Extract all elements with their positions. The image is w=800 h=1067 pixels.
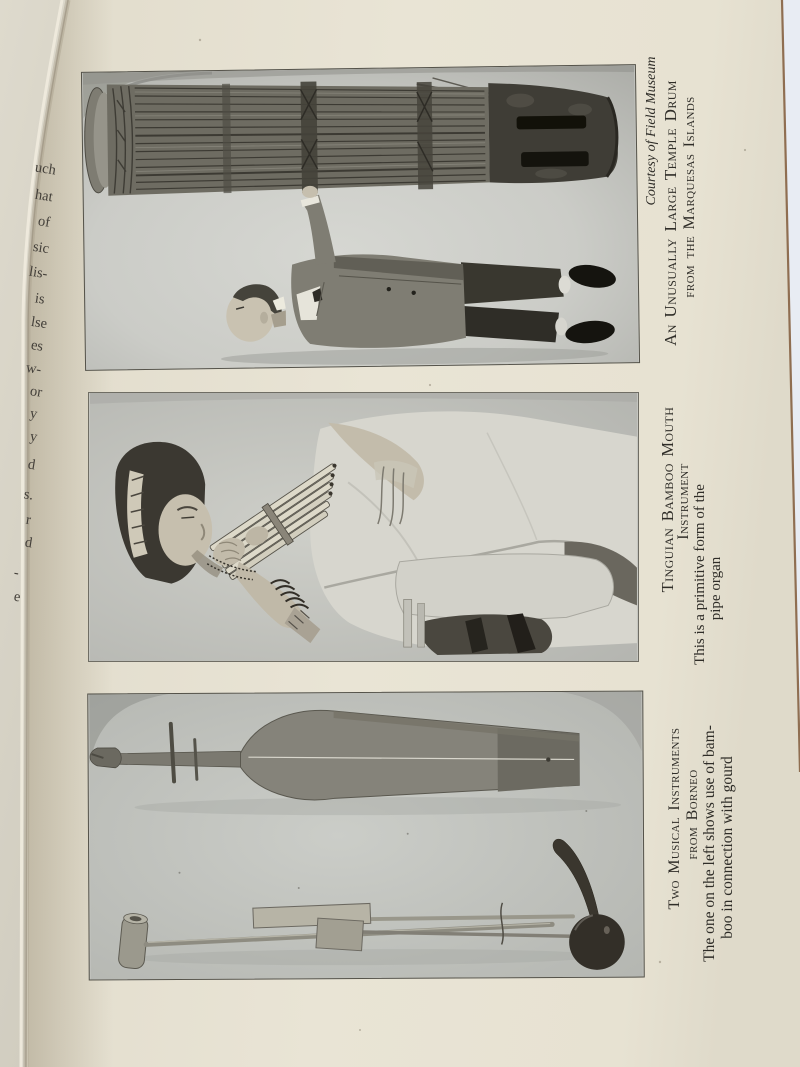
facing-page-text-fragment: es — [29, 337, 45, 355]
facing-page-text-fragment: s. — [22, 486, 35, 504]
temple-drum-illustration — [82, 65, 639, 370]
caption-description-line: This is a primitive form of the — [692, 484, 708, 665]
facing-page-text-fragment: y — [28, 405, 39, 423]
plate-photo-temple-drum — [81, 64, 640, 371]
facing-page-text-fragment: lse — [29, 313, 49, 333]
caption-title-line: An Unusually Large Temple Drum — [661, 80, 680, 346]
plate-caption-borneo-instruments — [666, 702, 736, 985]
drum-carved-base — [488, 81, 618, 183]
facing-page-text-fragment: d — [26, 456, 37, 474]
gourd-bulb — [569, 914, 625, 970]
facing-page-text-fragment: r — [24, 511, 33, 529]
facing-page-text-fragment: sic — [31, 238, 51, 258]
facing-page-text-fragment: is — [34, 290, 47, 308]
facing-page-text-fragment: d — [23, 534, 34, 552]
caption-description-line: boo in connection with gourd — [718, 756, 736, 939]
caption-description-line: pipe organ — [708, 556, 724, 621]
caption-title-line: Tinguian Bamboo Mouth — [658, 406, 677, 593]
caption-title-line: from Borneo — [683, 769, 701, 860]
caption-credit: Courtesy of Field Museum — [644, 56, 659, 206]
caption-title-line: Two Musical Instruments — [666, 727, 683, 910]
facing-page-text-fragments — [0, 0, 58, 640]
facing-page-text-fragment: hat — [34, 186, 55, 206]
facing-page-text-fragment: of — [36, 213, 52, 231]
plate-photo-bamboo-mouth-instrument — [88, 392, 639, 662]
caption-title-line: Instrument — [675, 463, 692, 540]
facing-page-text-fragment: lis- — [28, 263, 50, 283]
facing-page-text-fragment: uch — [33, 159, 58, 179]
facing-page-text-fragment: or — [28, 383, 44, 401]
robe-and-body — [310, 411, 637, 655]
caption-title-line: from the Marquesas Islands — [681, 96, 698, 298]
facing-page-text-fragment: y — [28, 428, 39, 446]
facing-page-text-fragment: e — [12, 588, 22, 606]
temple-drum — [84, 75, 618, 196]
facing-page-text-fragment: w- — [24, 359, 43, 379]
panpipe-player-illustration — [89, 393, 638, 661]
facing-page-text-fragment: - — [12, 564, 21, 582]
plate-caption-temple-drum — [643, 45, 699, 365]
caption-description-line: The one on the left shows use of bam- — [701, 725, 718, 962]
plate-photo-borneo-instruments — [87, 691, 644, 981]
plate-caption-bamboo-mouth-instrument — [660, 393, 724, 680]
borneo-instruments-illustration — [88, 692, 643, 980]
